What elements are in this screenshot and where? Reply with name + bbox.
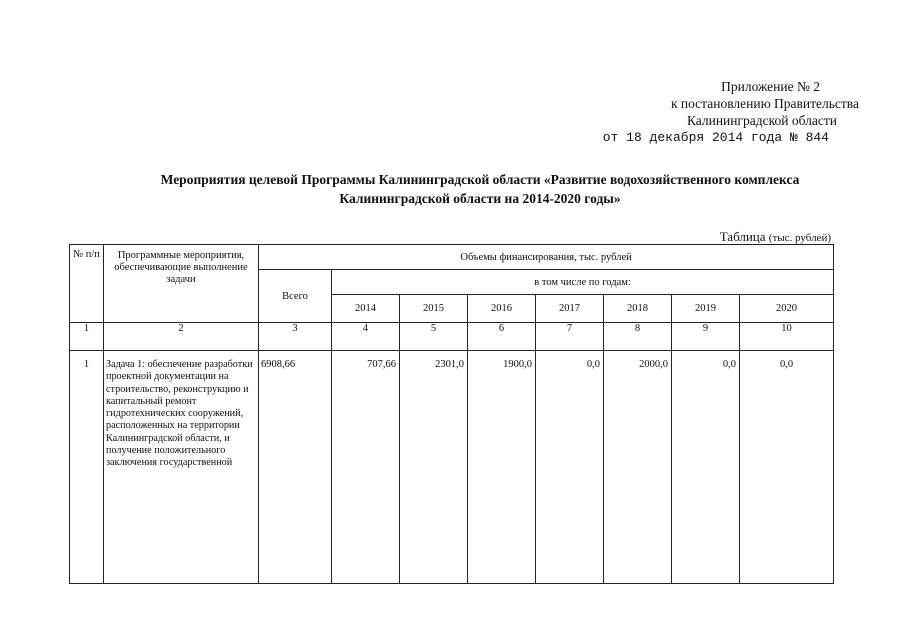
column-index: 3: [259, 323, 332, 351]
header-year: 2019: [672, 295, 740, 323]
appendix-number: Приложение № 2: [721, 79, 820, 94]
column-index: 9: [672, 323, 740, 351]
column-index: 8: [604, 323, 672, 351]
table-caption: [720, 229, 831, 245]
header-num: № п/п: [70, 245, 104, 323]
header-year: 2020: [740, 295, 834, 323]
row-value-2016: 1900,0: [468, 351, 536, 584]
appendix-resolution: к постановлению Правительства: [670, 96, 859, 111]
table-caption-label: Таблица: [719, 229, 766, 244]
column-index: 5: [400, 323, 468, 351]
row-value-2014: 707,66: [332, 351, 400, 584]
header-year: 2014: [332, 295, 400, 323]
column-index: 1: [70, 323, 104, 351]
row-total: 6908,66: [259, 351, 332, 584]
column-index: 7: [536, 323, 604, 351]
financing-table: [69, 244, 834, 584]
header-year: 2016: [468, 295, 536, 323]
title-line-1: Мероприятия целевой Программы Калининградской области «Развитие водохозяйственного комплекса: [160, 172, 800, 187]
column-index: 10: [740, 323, 834, 351]
column-index-row: [70, 323, 834, 351]
document-title: [100, 170, 860, 208]
row-value-2017: 0,0: [536, 351, 604, 584]
header-total: Всего: [259, 270, 332, 323]
row-number: 1: [70, 351, 104, 584]
column-index: 6: [468, 323, 536, 351]
header-volume: Объемы финансирования, тыс. рублей: [259, 245, 834, 270]
row-value-2018: 2000,0: [604, 351, 672, 584]
row-task-text: Задача 1: обеспечение разработки проектной документации на строительство, реконструкцию и капитальный ремонт гидротехнических сооружений, расположенных на территории Калининградской области, и получение положительного заключения государственной: [104, 351, 259, 584]
column-index: 4: [332, 323, 400, 351]
header-program: Программные мероприятия, обеспечивающие выполнение задачи: [104, 245, 259, 323]
header-by-years: в том числе по годам:: [332, 270, 834, 295]
row-value-2019: 0,0: [672, 351, 740, 584]
table-caption-unit: (тыс. рублей): [768, 232, 831, 244]
header-year: 2015: [400, 295, 468, 323]
header-year: 2018: [604, 295, 672, 323]
appendix-date: от 18 декабря 2014 года № 844: [602, 130, 829, 145]
table-row: [70, 351, 834, 584]
appendix-region: Калининградской области: [686, 113, 837, 128]
title-line-2: Калининградской области на 2014-2020 годы»: [339, 191, 621, 206]
column-index: 2: [104, 323, 259, 351]
row-value-2015: 2301,0: [400, 351, 468, 584]
header-year: 2017: [536, 295, 604, 323]
row-value-2020: 0,0: [740, 351, 834, 584]
